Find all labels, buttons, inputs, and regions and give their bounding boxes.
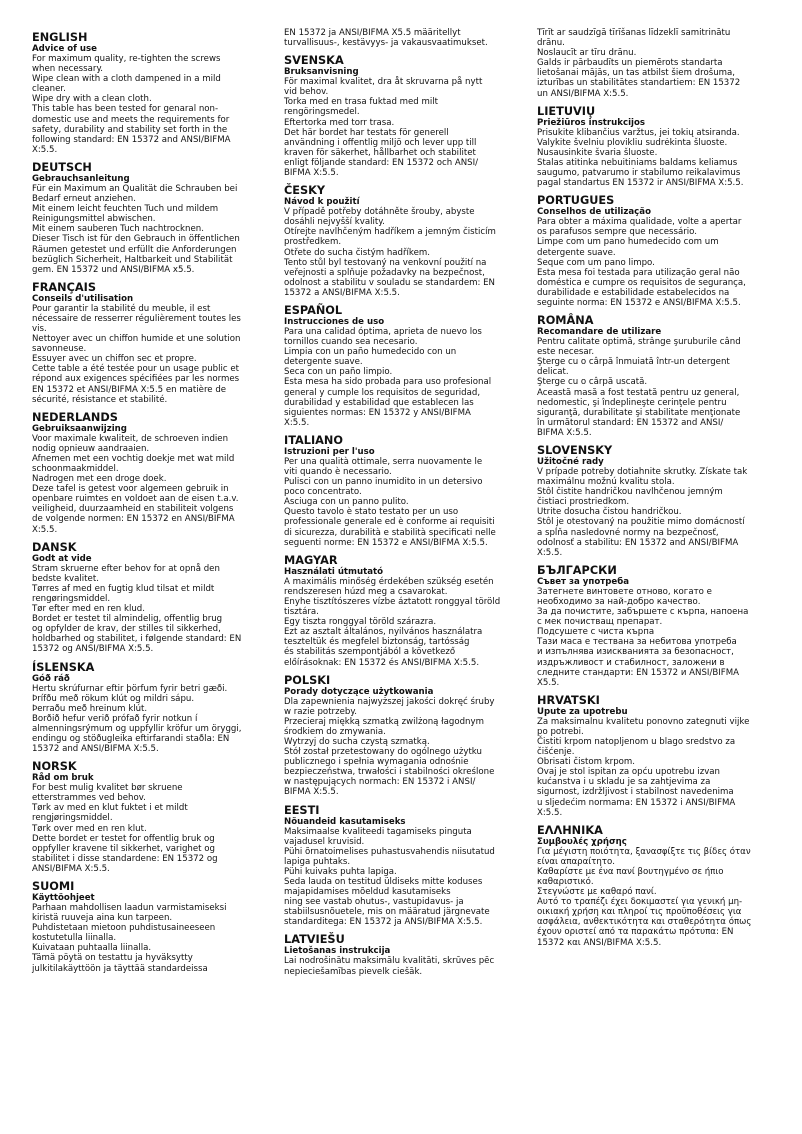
section-body: V případě potřeby dotáhněte šrouby, abyste dosáhli nejvyšší kvality. Otírejte navlhčeným hadříkem a jemným čisticím prostředkem. Otřete do sucha čistým hadříkem. Tento stůl byl testovaný na venkovní použití na veřejnosti a splňuje požadavky na bezpečnost, odolnost a stabilitu v souladu se standardem: EN 15372 a ANSI/BIFMA X:5.5. — [284, 207, 496, 298]
language-section — [32, 411, 270, 535]
language-heading: EESTI — [284, 803, 320, 817]
section-subheading: Istruzioni per l'uso — [284, 446, 375, 457]
section-subheading: Advice of use — [32, 44, 97, 54]
section-subheading: Συμβουλές χρήσης — [537, 836, 627, 847]
section-body: Per una qualità ottimale, serra nuovamente le viti quando è necessario. Pulisci con un panno inumidito in un detersivo poco concentrato. Asciuga con un panno pulito. Questo tavolo è stato testato per un uso professionale generale ed è conforme ai requisiti di sicurezza, durabilità e stabilità specificati nelle seguenti norme: EN 15372 e ANSI/BIFMA X:5.5. — [284, 456, 496, 548]
section-body: Voor maximale kwaliteit, de schroeven indien nodig opnieuw aandraaien. Afnemen met een vochtig doekje met wat mild schoonmaakmiddel. Nadrogen met een droge doek. Deze tafel is getest voor algemeen gebruik in openbare ruimtes en voldoet aan de eisen t.a.v. veiligheid, duurzaamheid en stabiliteit volgens de volgende normen: EN 15372 en ANSI/BIFMA X:5.5. — [32, 433, 239, 535]
section-body: Lai nodrošinātu maksimālu kvalitāti, skrūves pēc nepieciešamības pievelk ciešāk. — [284, 956, 495, 977]
section-body: Stram skruerne efter behov for at opnå den bedste kvalitet. Tørres af med en fugtig klud tilsat et mildt rengøringsmiddel. Tør efter med en ren klud. Bordet er testet til almindelig, offentlig brug og opfylder de krav, der stilles til sikkerhed, holdbarhed og stabilitet, i følgende standard: EN 15372 og ANSI/BIFMA X:5.5. — [32, 563, 242, 655]
section-body: EN 15372 ja ANSI/BIFMA X5.5 määritellyt turvallisuus-, kestävyys- ja vakausvaatimukset. — [284, 28, 488, 49]
section-subheading: Porady dotyczące użytkowania — [284, 686, 434, 697]
section-subheading: Conseils d'utilisation — [32, 293, 134, 304]
language-heading: LATVIEŠU — [284, 933, 345, 947]
language-heading: ΕΛΛΗΝΙΚΑ — [537, 823, 603, 837]
language-section — [284, 933, 522, 976]
language-heading: DANSK — [32, 540, 77, 554]
section-body: For best mulig kvalitet bør skruene etterstrammes ved behov. Tørk av med en klut fuktet i et mildt rengjøringsmiddel. Tørk over med en ren klut. Dette bordet er testet for offentlig bruk og oppfyller kravene til sikkerhet, varighet og stabilitet i disse standardene: EN 15372 og ANSI/BIFMA X:5.5. — [32, 783, 218, 874]
section-body: V prípade potreby dotiahnite skrutky. Získate tak maximálnu možnú kvalitu stola. Stôl čistite handričkou navlhčenou jemným čistiaci prostriedkom. Utrite dosucha čistou handričkou. Stôl je otestovaný na použitie mimo domácností a spĺňa nasledovné normy na bezpečnosť, odolnosť a stabilitu: EN 15372 and ANSI/BIFMA X:5.5. — [537, 467, 748, 558]
section-body: Dla zapewnienia najwyższej jakości dokręć śruby w razie potrzeby. Przecieraj miękką szmatką zwilżoną łagodnym środkiem do zmywania. Wytrzyj do sucha czystą szmatką. Stół został przetestowany do ogólnego użytku publicznego i spełnia wymagania odnośnie bezpieczeństwa, trwałości i stabilności określone w następujących normach: EN 15372 i ANSI/ BIFMA X:5.5. — [284, 696, 495, 798]
language-section — [537, 444, 775, 558]
column-3 — [537, 28, 775, 954]
section-body: A maximális minőség érdekében szükség esetén rendszeresen húzd meg a csavarokat. Enyhe tisztítószeres vízbe áztatott ronggyal töröld tisztára. Egy tiszta ronggyal töröld szárazra. Ezt az asztalt általános, nyilvános használatra teszteltük és megfelel biztonság, tartósság és stabilitás szempontjából a következő előírásoknak: EN 15372 és ANSI/BIFMA X:5.5. — [284, 576, 501, 668]
language-section — [284, 184, 522, 298]
section-subheading: Godt at vide — [32, 553, 92, 564]
language-heading: ČESKY — [284, 184, 326, 198]
section-subheading: Nõuandeid kasutamiseks — [284, 816, 406, 827]
section-body: For maximum quality, re-tighten the screws when necessary. Wipe clean with a cloth dampened in a mild cleaner. Wipe dry with a clean cloth. This table has been tested for genaral non- domestic use and meets the requirements for safety, durability and stability set forth in the following standard: EN 15372 and ANSI/BIFMA X:5.5. — [32, 54, 231, 155]
language-section — [537, 824, 775, 948]
section-body: Parhaan mahdollisen laadun varmistamiseksi kiristä ruuveja aina kun tarpeen. Puhdistetaan mietoon puhdistusaineeseen kostutetulla liinalla. Kuivataan puhtaalla liinalla. Tämä pöytä on testattu ja hyväksytty julkitilakäyttöön ja täyttää standardeissa — [32, 903, 227, 974]
language-section — [537, 564, 775, 688]
language-section — [284, 434, 522, 548]
language-heading: ITALIANO — [284, 433, 343, 447]
language-section — [284, 554, 522, 668]
language-heading: ÍSLENSKA — [32, 660, 95, 674]
section-subheading: Užitočné rady — [537, 457, 604, 467]
language-section — [284, 28, 522, 48]
language-section — [32, 161, 270, 275]
language-heading: SUOMI — [32, 880, 75, 893]
language-heading: БЪЛГАРСКИ — [537, 563, 617, 577]
section-subheading: Használati útmutató — [284, 566, 384, 577]
section-subheading: Návod k použití — [284, 197, 360, 208]
section-body: Für ein Maximum an Qualität die Schrauben bei Bedarf erneut anziehen. Mit einem leicht feuchten Tuch und mildem Reinigungsmittel abwischen. Mit einem sauberen Tuch nachtrocknen. Dieser Tisch ist für den Gebrauch in öffentlichen Räumen getestet und erfüllt die Anforderungen bezüglich Sicherheit, Haltbarkeit und Stabilität gem. EN 15372 und ANSI/BIFMA x5.5. — [32, 183, 240, 275]
section-body: Για μέγιστη ποιότητα, ξανασφίξτε τις βίδες όταν είναι απαραίτητο. Καθαρίστε με ένα πανί βουτηγμένο σε ήπιο καθαριστικό. Στεγνώστε με καθαρό πανί. Αυτό το τραπέζι έχει δοκιμαστεί για γενική μη- οικιακή χρήση και πληροί τις προϋποθέσεις για ασφάλεια, ανθεκτικότητα και σταθερότητα όπως έχουν οριστεί από τα παρακάτω πρότυπα: EN 15372 και ANSI/BIFMA X:5.5. — [537, 846, 752, 948]
section-subheading: Съвет за употреба — [537, 576, 629, 587]
language-section — [32, 760, 270, 874]
language-section — [537, 314, 775, 438]
language-section — [284, 674, 522, 798]
section-body: Para una calidad óptima, aprieta de nuevo los tornillos cuando sea necesario. Limpia con un paño humedecido con un detergente suave. Seca con un paño limpio. Esta mesa ha sido probada para uso profesional general y cumple los requisitos de seguridad, durabilidad y estabilidad que establecen las siguientes normas: EN 15372 y ANSI/BIFMA X:5.5. — [284, 326, 492, 428]
section-subheading: Instrucciones de uso — [284, 316, 385, 327]
language-heading: ESPAÑOL — [284, 303, 343, 317]
language-section — [284, 304, 522, 428]
language-section — [32, 661, 270, 755]
section-subheading: Upute za upotrebu — [537, 706, 628, 717]
column-1 — [32, 28, 270, 980]
section-body: Za maksimalnu kvalitetu ponovno zategnuti vijke po potrebi. Čistiti krpom natopljenom u blago sredstvo za čišćenje. Obrisati čistom krpom. Ovaj je stol ispitan za opću upotrebu izvan kućanstva i u skladu je sa zahtjevima za sigurnost, izdržljivost i stabilnost navedenima u sljedećim normama: EN 15372 i ANSI/BIFMA X:5.5. — [537, 716, 750, 818]
language-heading: SVENSKA — [284, 54, 344, 68]
language-section — [32, 541, 270, 655]
section-body: Prisukite klibančius varžtus, jei tokių atsiranda. Valykite švelniu plovikliu sudrėkinta šluoste. Nusausinkite švaria šluoste. Stalas atitinka nebuitiniams baldams keliamus saugumo, patvarumo ir stabilumo reikalavimus pagal standartus EN 15372 ir ANSI/BIFMA X:5.5. — [537, 127, 744, 189]
language-heading: PORTUGUES — [537, 194, 615, 208]
section-subheading: Gebruiksaanwijzing — [32, 423, 127, 434]
section-subheading: Råd om bruk — [32, 773, 94, 784]
language-heading: SLOVENSKY — [537, 444, 613, 457]
language-heading: POLSKI — [284, 673, 331, 687]
language-section — [284, 804, 522, 928]
language-section — [537, 105, 775, 189]
language-section — [537, 28, 775, 99]
language-heading: ROMÂNA — [537, 314, 594, 328]
section-subheading: Góð ráð — [32, 673, 70, 684]
language-heading: FRANÇAIS — [32, 280, 96, 294]
language-section — [537, 694, 775, 818]
language-heading: MAGYAR — [284, 553, 338, 567]
section-body: Pour garantir la stabilité du meuble, il est nécessaire de resserrer régulièrement toutes les vis. Nettoyer avec un chiffon humide et une solution savonneuse. Essuyer avec un chiffon sec et propre. Cette table a été testée pour un usage public et répond aux exigences spécifiées par les normes EN 15372 et ANSI/BIFMA X:5.5 en matière de sécurité, résistance et stabilité. — [32, 303, 241, 405]
language-heading: NEDERLANDS — [32, 410, 118, 424]
section-body: Maksimaalse kvaliteedi tagamiseks pinguta vajadusel kruvisid. Pühi õrnatoimelises puhastusvahendis niisutatud lapiga puhtaks. Pühi kuivaks puhta lapiga. Seda lauda on testitud üldiseks mitte koduses majapidamises mõeldud kasutamiseks ning see vastab ohutus-, vastupidavus- ja stabiilsusnõuetele, mis on määratud järgnevate standarditega: EN 15372 ja ANSI/BIFMA X:5.5. — [284, 826, 495, 928]
section-body: Затегнете винтовете отново, когато е необходимо за най-добро качество. За да почистите, забършете с кърпа, напоена с мек почистващ препарат. Подсушете с чиста кърпа Тази маса е тествана за небитова употреба и изпълнява изискванията за безопасност, издръжливост и стабилност, заложени в следните стандарти: EN 15372 и ANSI/BIFMA X5.5. — [537, 586, 749, 688]
language-heading: ENGLISH — [32, 31, 88, 44]
language-heading: LIETUVIŲ — [537, 104, 596, 118]
column-2 — [284, 28, 522, 983]
section-body: För maximal kvalitet, dra åt skruvarna på nytt vid behov. Torka med en trasa fuktad med milt rengöringsmedel. Eftertorka med torr trasa. Det här bordet har testats för generell användning i offentlig miljö och lever upp till kraven för säkerhet, hållbarhet och stabilitet enligt följande standard: EN 15372 och ANSI/ BIFMA X:5.5. — [284, 77, 483, 179]
section-subheading: Käyttöohjeet — [32, 893, 95, 903]
language-section — [284, 54, 522, 178]
section-subheading: Priežiūros instrukcijos — [537, 117, 645, 128]
language-section — [32, 281, 270, 405]
section-body: Tīrīt ar saudzīgā tīrīšanas līdzeklī samitrinātu drānu. Noslaucīt ar tīru drānu. Galds ir pārbaudīts un piemērots standarta lietošanai mājās, un tas atbilst šiem drošuma, izturības un stabilitātes standartiem: EN 15372 un ANSI/BIFMA X:5.5. — [537, 28, 741, 99]
section-subheading: Bruksanvisning — [284, 67, 359, 78]
section-body: Pentru calitate optimă, strânge şuruburile când este necesar. Şterge cu o cârpă înmuiată într-un detergent delicat. Şterge cu o cârpă uscată. Această masă a fost testată pentru uz general, nedomestic, şi îndeplineşte cerinţele pentru siguranţă, durabilitate şi stabilitate menţionate în următorul standard: EN 15372 and ANSI/ BIFMA X:5.5. — [537, 337, 741, 438]
section-subheading: Recomandare de utilizare — [537, 327, 662, 338]
language-heading: HRVATSKI — [537, 693, 600, 707]
language-section — [32, 880, 270, 974]
section-body: Hertu skrúfurnar eftir þörfum fyrir betri gæði. Þrífðu með rökum klút og mildri sápu. Þerraðu með hreinum klút. Borðið hefur verið prófað fyrir notkun í almenningsrýmum og uppfyllir kröfur um öryggi, endingu og stöðugleika eftirfarandi staðla: EN 15372 and ANSI/BIFMA X:5.5. — [32, 683, 242, 755]
section-body: Para obter a máxima qualidade, volte a apertar os parafusos sempre que necessário. Limpe com um pano humedecido com um detergente suave. Seque com um pano limpo. Esta mesa foi testada para utilização geral não doméstica e cumpre os requisitos de segurança, durabilidade e estabilidade estabelecidos na seguinte norma: EN 15372 e ANSI/BIFMA X:5.5. — [537, 217, 746, 308]
language-heading: DEUTSCH — [32, 160, 92, 174]
section-subheading: Gebrauchsanleitung — [32, 173, 130, 184]
section-subheading: Conselhos de utilização — [537, 207, 651, 218]
language-section — [537, 194, 775, 308]
language-section — [32, 31, 270, 155]
section-subheading: Lietošanas instrukcija — [284, 946, 391, 957]
language-heading: NORSK — [32, 760, 77, 774]
